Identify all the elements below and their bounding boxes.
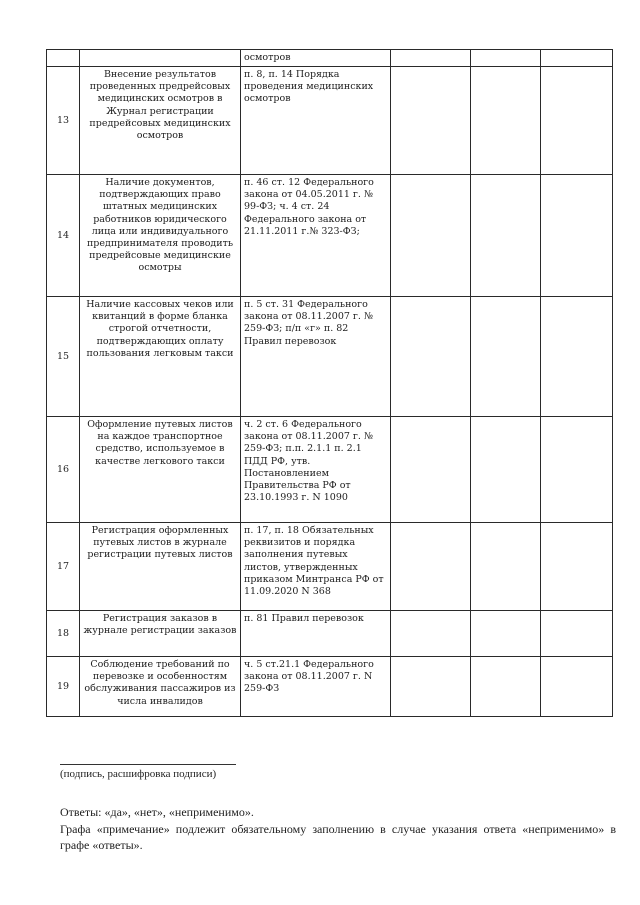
answer-cell[interactable] <box>471 175 541 297</box>
answer-cell[interactable] <box>471 611 541 657</box>
note-cell[interactable] <box>541 50 613 67</box>
answer-cell[interactable] <box>391 523 471 611</box>
requirement-text: Регистрация оформленных путевых листов в журнале регистрации путевых листов <box>80 523 241 611</box>
row-number: 13 <box>47 67 80 175</box>
note-instruction: Графа «примечание» подлежит обязательному заполнению в случае указания ответа «неприменимо» в графе «ответы». <box>60 822 616 852</box>
note-cell[interactable] <box>541 417 613 523</box>
requirement-text: Наличие кассовых чеков или квитанций в форме бланка строгой отчетности, подтверждающих оплату пользования легковым такси <box>80 297 241 417</box>
signature-caption: (подпись, расшифровка подписи) <box>60 768 217 780</box>
requirement-text <box>80 50 241 67</box>
legal-reference: осмотров <box>241 50 391 67</box>
row-number: 19 <box>47 657 80 717</box>
row-number: 17 <box>47 523 80 611</box>
note-cell[interactable] <box>541 611 613 657</box>
requirement-text: Внесение результатов проведенных предрейсовых медицинских осмотров в Журнал регистрации предрейсовых медицинских осмотров <box>80 67 241 175</box>
legal-reference: п. 8, п. 14 Порядка проведения медицинских осмотров <box>241 67 391 175</box>
answer-cell[interactable] <box>471 417 541 523</box>
legal-reference: п. 46 ст. 12 Федерального закона от 04.05.2011 г. № 99-ФЗ; ч. 4 ст. 24 Федерального закона от 21.11.2011 г.№ 323-ФЗ; <box>241 175 391 297</box>
table-row <box>47 611 613 657</box>
row-number: 15 <box>47 297 80 417</box>
answer-cell[interactable] <box>391 67 471 175</box>
table-row <box>47 297 613 417</box>
legal-reference: ч. 2 ст. 6 Федерального закона от 08.11.2007 г. № 259-ФЗ; п.п. 2.1.1 п. 2.1 ПДД РФ, утв. Постановлением Правительства РФ от 23.10.1993 г. N 1090 <box>241 417 391 523</box>
note-cell[interactable] <box>541 523 613 611</box>
legal-reference: п. 5 ст. 31 Федерального закона от 08.11.2007 г. № 259-ФЗ; п/п «г» п. 82 Правил перевозок <box>241 297 391 417</box>
requirement-text: Регистрация заказов в журнале регистрации заказов <box>80 611 241 657</box>
answer-cell[interactable] <box>471 657 541 717</box>
note-cell[interactable] <box>541 297 613 417</box>
answer-cell[interactable] <box>391 611 471 657</box>
legal-reference: п. 81 Правил перевозок <box>241 611 391 657</box>
table-row <box>47 50 613 67</box>
row-number <box>47 50 80 67</box>
requirement-text: Оформление путевых листов на каждое транспортное средство, используемое в качестве легкового такси <box>80 417 241 523</box>
row-number: 16 <box>47 417 80 523</box>
requirement-text: Наличие документов, подтверждающих право штатных медицинских работников юридического лица или индивидуального предпринимателя проводить предрейсовые медицинские осмотры <box>80 175 241 297</box>
answer-cell[interactable] <box>391 50 471 67</box>
checklist-table <box>46 49 613 717</box>
note-cell[interactable] <box>541 67 613 175</box>
signature-line[interactable] <box>60 764 236 765</box>
legal-reference: п. 17, п. 18 Обязательных реквизитов и порядка заполнения путевых листов, утвержденных приказом Минтранса РФ от 11.09.2020 N 368 <box>241 523 391 611</box>
legal-reference: ч. 5 ст.21.1 Федерального закона от 08.11.2007 г. N 259-ФЗ <box>241 657 391 717</box>
answer-cell[interactable] <box>391 417 471 523</box>
table-row <box>47 67 613 175</box>
table-row <box>47 417 613 523</box>
answer-cell[interactable] <box>391 297 471 417</box>
answer-cell[interactable] <box>471 523 541 611</box>
note-cell[interactable] <box>541 657 613 717</box>
requirement-text: Соблюдение требований по перевозке и особенностям обслуживания пассажиров из числа инвалидов <box>80 657 241 717</box>
answer-cell[interactable] <box>391 657 471 717</box>
table-row <box>47 657 613 717</box>
table-row <box>47 523 613 611</box>
note-cell[interactable] <box>541 175 613 297</box>
table-row <box>47 175 613 297</box>
row-number: 18 <box>47 611 80 657</box>
answer-cell[interactable] <box>471 67 541 175</box>
answer-cell[interactable] <box>471 297 541 417</box>
answers-legend: Ответы: «да», «нет», «неприменимо». <box>60 805 254 819</box>
answer-cell[interactable] <box>471 50 541 67</box>
row-number: 14 <box>47 175 80 297</box>
answer-cell[interactable] <box>391 175 471 297</box>
